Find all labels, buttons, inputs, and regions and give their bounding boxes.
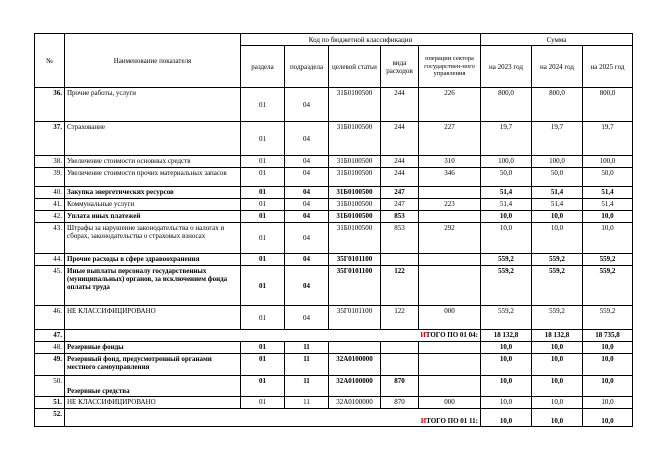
row-name: Увеличение стоимости прочих материальных запасов (65, 168, 241, 187)
row-expense-type: 247 (381, 187, 419, 199)
row-2025: 10,0 (583, 397, 633, 409)
header-sum-group: Сумма (481, 34, 633, 46)
row-2024: 10,0 (532, 223, 583, 254)
row-section: 01 (241, 187, 285, 199)
row-2024: 100,0 (532, 156, 583, 168)
row-2024: 800,0 (532, 88, 583, 122)
row-expense-type: 853 (381, 223, 419, 254)
row-subsection: 11 (285, 376, 329, 397)
row-2023: 10,0 (481, 342, 532, 354)
row-name: Резервный фонд, предусмотренный органами местного самоуправления (65, 354, 241, 376)
total-label-first-letter: И (420, 417, 427, 425)
row-operation (419, 266, 481, 306)
total-row (35, 330, 633, 342)
row-subsection: 04 (285, 266, 329, 306)
budget-table (34, 33, 633, 427)
row-2023: 10,0 (481, 397, 532, 409)
row-2024: 10,0 (532, 354, 583, 376)
row-num: 49. (35, 354, 65, 376)
row-2024: 50,0 (532, 168, 583, 187)
header-2024: на 2024 год (532, 46, 583, 88)
row-operation (419, 376, 481, 397)
row-operation: 000 (419, 397, 481, 409)
row-name: Резервные фонды (65, 342, 241, 354)
row-section: 01 (241, 354, 285, 376)
row-target: 31Б0100500 (329, 223, 381, 254)
row-num: 46. (35, 306, 65, 330)
row-target: 32А0100000 (329, 376, 381, 397)
row-subsection: 04 (285, 88, 329, 122)
row-num: 37. (35, 122, 65, 156)
row-num: 48. (35, 342, 65, 354)
row-2023: 19,7 (481, 122, 532, 156)
row-2025: 800,0 (583, 88, 633, 122)
row-2025: 19,7 (583, 122, 633, 156)
row-subsection: 11 (285, 397, 329, 409)
row-operation: 310 (419, 156, 481, 168)
row-2025: 559,2 (583, 306, 633, 330)
row-2024: 19,7 (532, 122, 583, 156)
row-2024: 18 132,8 (532, 330, 583, 342)
row-target (329, 342, 381, 354)
table-row (35, 187, 633, 199)
row-subsection: 04 (285, 223, 329, 254)
total-label-rest: ТОГО ПО 01 04: (425, 331, 478, 339)
row-section: 01 (241, 199, 285, 211)
row-target: 31Б0100500 (329, 156, 381, 168)
row-2024: 51,4 (532, 199, 583, 211)
row-section: 01 (241, 88, 285, 122)
row-target: 31Б0100500 (329, 199, 381, 211)
row-operation (419, 187, 481, 199)
row-2024: 10,0 (532, 376, 583, 397)
row-expense-type (381, 354, 419, 376)
row-2023: 800,0 (481, 88, 532, 122)
row-2023: 10,0 (481, 376, 532, 397)
row-section: 01 (241, 306, 285, 330)
total-label (65, 330, 481, 342)
row-expense-type: 247 (381, 199, 419, 211)
row-operation: 292 (419, 223, 481, 254)
row-section: 01 (241, 254, 285, 266)
total-label (65, 409, 481, 427)
row-subsection: 04 (285, 211, 329, 223)
row-section: 01 (241, 156, 285, 168)
header-2025: на 2025 год (583, 46, 633, 88)
row-name: Прочие работы, услуги (65, 88, 241, 122)
row-2025: 559,2 (583, 254, 633, 266)
row-num: 44. (35, 254, 65, 266)
row-name: Закупка энергетических ресурсов (65, 187, 241, 199)
row-2025: 10,0 (583, 223, 633, 254)
row-expense-type: 244 (381, 168, 419, 187)
row-target: 31Б0100500 (329, 88, 381, 122)
row-operation (419, 354, 481, 376)
table-row (35, 354, 633, 376)
row-name: Уплата иных платежей (65, 211, 241, 223)
row-2025: 18 735,8 (583, 330, 633, 342)
row-2025: 10,0 (583, 376, 633, 397)
row-operation: 000 (419, 306, 481, 330)
row-2024: 559,2 (532, 254, 583, 266)
row-2024: 10,0 (532, 211, 583, 223)
table-row (35, 397, 633, 409)
header-expense-type: вида расходов (381, 46, 419, 88)
row-2024: 51,4 (532, 187, 583, 199)
row-section: 01 (241, 122, 285, 156)
row-2025: 10,0 (583, 354, 633, 376)
row-2023: 50,0 (481, 168, 532, 187)
table-row (35, 156, 633, 168)
row-2025: 10,0 (583, 211, 633, 223)
row-target: 35Г0101100 (329, 306, 381, 330)
row-2024: 10,0 (532, 397, 583, 409)
row-num: 47. (35, 330, 65, 342)
budget-document (34, 33, 633, 427)
row-target: 32А0100000 (329, 354, 381, 376)
row-target: 35Г0101100 (329, 266, 381, 306)
table-row (35, 376, 633, 397)
row-2025: 51,4 (583, 199, 633, 211)
total-label-first-letter: И (420, 331, 426, 339)
row-2024: 559,2 (532, 306, 583, 330)
table-row (35, 88, 633, 122)
row-2023: 18 132,8 (481, 330, 532, 342)
row-target: 31Б0100500 (329, 211, 381, 223)
row-num: 41. (35, 199, 65, 211)
row-target: 31Б0100500 (329, 122, 381, 156)
row-operation (419, 342, 481, 354)
row-2023: 10,0 (481, 409, 532, 427)
row-expense-type: 122 (381, 266, 419, 306)
row-2025: 50,0 (583, 168, 633, 187)
header-num: № (35, 34, 65, 88)
row-num: 40. (35, 187, 65, 199)
row-expense-type: 122 (381, 306, 419, 330)
row-name: Прочие расходы в сфере здравоохранения (65, 254, 241, 266)
row-num: 52. (35, 409, 65, 427)
row-2023: 559,2 (481, 266, 532, 306)
table-row (35, 266, 633, 306)
row-operation: 346 (419, 168, 481, 187)
row-num: 51. (35, 397, 65, 409)
header-subsection: подраздела (285, 46, 329, 88)
row-name: Иные выплаты персоналу государственных (муниципальных) органов, за исключением фонда оплаты труда (65, 266, 241, 306)
row-subsection: 04 (285, 168, 329, 187)
row-expense-type (381, 254, 419, 266)
row-name: НЕ КЛАССИФИЦИРОВАНО (65, 306, 241, 330)
row-2024: 10,0 (532, 342, 583, 354)
row-2025: 10,0 (583, 409, 633, 427)
row-num: 36. (35, 88, 65, 122)
row-expense-type: 853 (381, 211, 419, 223)
header-operation: операции сектора государствен-ного управления (419, 46, 481, 88)
row-name: Увеличение стоимости основных средств (65, 156, 241, 168)
row-subsection: 04 (285, 156, 329, 168)
row-2025: 100,0 (583, 156, 633, 168)
table-row (35, 254, 633, 266)
row-2023: 10,0 (481, 211, 532, 223)
row-section: 01 (241, 223, 285, 254)
row-target: 31Б0100500 (329, 168, 381, 187)
row-section: 01 (241, 342, 285, 354)
header-name: Наименование показателя (65, 34, 241, 88)
table-row (35, 199, 633, 211)
row-num: 45. (35, 266, 65, 306)
row-target: 31Б0100500 (329, 187, 381, 199)
row-subsection: 04 (285, 254, 329, 266)
row-num: 39. (35, 168, 65, 187)
row-2025: 559,2 (583, 266, 633, 306)
row-num: 43. (35, 223, 65, 254)
row-subsection: 04 (285, 199, 329, 211)
row-target: 32А0100000 (329, 397, 381, 409)
row-2023: 51,4 (481, 187, 532, 199)
header-section: раздела (241, 46, 285, 88)
row-name: НЕ КЛАССИФИЦИРОВАНО (65, 397, 241, 409)
row-expense-type: 244 (381, 88, 419, 122)
table-row (35, 122, 633, 156)
total-label-rest: ТОГО ПО 01 11: (426, 417, 478, 425)
row-subsection: 11 (285, 342, 329, 354)
row-name: Страхование (65, 122, 241, 156)
row-expense-type: 244 (381, 122, 419, 156)
row-2023: 10,0 (481, 223, 532, 254)
row-operation (419, 211, 481, 223)
row-2023: 100,0 (481, 156, 532, 168)
row-section: 01 (241, 376, 285, 397)
row-section: 01 (241, 168, 285, 187)
row-2025: 51,4 (583, 187, 633, 199)
row-operation: 227 (419, 122, 481, 156)
row-subsection: 11 (285, 354, 329, 376)
row-num: 42. (35, 211, 65, 223)
row-expense-type: 244 (381, 156, 419, 168)
row-2023: 51,4 (481, 199, 532, 211)
table-row (35, 168, 633, 187)
table-row (35, 342, 633, 354)
row-subsection: 04 (285, 187, 329, 199)
row-section: 01 (241, 266, 285, 306)
total-row (35, 409, 633, 427)
row-operation (419, 254, 481, 266)
row-operation: 226 (419, 88, 481, 122)
header-2023: на 2023 год (481, 46, 532, 88)
row-2023: 10,0 (481, 354, 532, 376)
header-code-group: Код по бюджетной классификации (241, 34, 481, 46)
row-name: Коммунальные услуги (65, 199, 241, 211)
row-expense-type (381, 342, 419, 354)
row-target: 35Г0101100 (329, 254, 381, 266)
row-2023: 559,2 (481, 254, 532, 266)
header-target: целевой статьи (329, 46, 381, 88)
row-expense-type: 870 (381, 397, 419, 409)
row-subsection: 04 (285, 122, 329, 156)
row-name: Резервные средства (65, 376, 241, 397)
row-name: Штрафы за нарушение законодательства о налогах и сборах, законодательства о страховых взносах (65, 223, 241, 254)
table-row (35, 223, 633, 254)
row-section: 01 (241, 211, 285, 223)
row-2024: 10,0 (532, 409, 583, 427)
row-operation: 223 (419, 199, 481, 211)
row-num: 38. (35, 156, 65, 168)
row-2024: 559,2 (532, 266, 583, 306)
row-expense-type: 870 (381, 376, 419, 397)
row-2025: 10,0 (583, 342, 633, 354)
table-row (35, 306, 633, 330)
row-num: 50. (35, 376, 65, 397)
row-section: 01 (241, 397, 285, 409)
table-row (35, 211, 633, 223)
row-2023: 559,2 (481, 306, 532, 330)
row-subsection: 04 (285, 306, 329, 330)
